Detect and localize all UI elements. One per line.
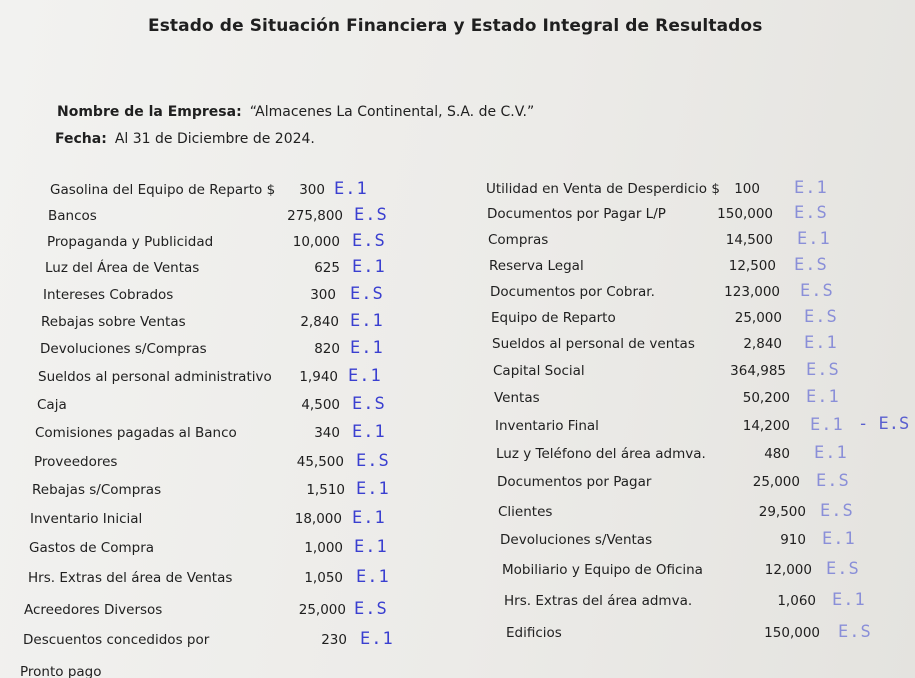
account-amount: 14,500 — [725, 232, 773, 248]
account-label: Documentos por Pagar L/P — [487, 206, 666, 222]
account-amount: 300 — [299, 182, 325, 198]
classification-mark: E.S — [838, 622, 872, 642]
account-label: Hrs. Extras del área de Ventas — [28, 570, 233, 586]
account-amount: 10,000 — [292, 234, 340, 250]
account-amount: 230 — [321, 632, 347, 648]
account-amount: 340 — [314, 425, 340, 441]
account-label: Clientes — [498, 504, 553, 520]
classification-mark: E.1 — [806, 387, 840, 407]
classification-mark: E.1 — [360, 629, 394, 649]
account-amount: 25,000 — [298, 602, 346, 618]
account-amount: 275,800 — [287, 208, 343, 224]
company-line — [57, 104, 534, 120]
account-label: Propaganda y Publicidad — [47, 234, 214, 250]
account-amount: 1,050 — [304, 570, 343, 586]
account-amount: 820 — [314, 341, 340, 357]
date-value: Al 31 de Diciembre de 2024. — [114, 131, 315, 147]
account-amount: 300 — [310, 287, 336, 303]
classification-mark: E.S — [356, 451, 390, 471]
classification-mark: E.S — [800, 281, 834, 301]
classification-mark: E.1 — [348, 366, 382, 386]
classification-mark: E.1 — [354, 537, 388, 557]
company-label: Nombre de la Empresa: — [57, 104, 242, 120]
account-label: Inventario Final — [495, 418, 599, 434]
account-amount: 100 — [734, 181, 760, 197]
account-label: Ventas — [494, 390, 540, 406]
date-line — [55, 131, 315, 147]
account-label: Equipo de Reparto — [491, 310, 616, 326]
account-amount: 123,000 — [724, 284, 780, 300]
classification-mark: E.1 — [797, 229, 831, 249]
classification-mark: E.S — [806, 360, 840, 380]
account-label: Bancos — [48, 208, 97, 224]
classification-mark: E.1 — [832, 590, 866, 610]
account-amount: 364,985 — [730, 363, 786, 379]
account-label: Mobiliario y Equipo de Oficina — [502, 562, 703, 578]
account-label: Luz y Teléfono del área admva. — [496, 446, 706, 462]
classification-mark: E.S — [826, 559, 860, 579]
account-label: Intereses Cobrados — [43, 287, 174, 303]
account-amount: 14,200 — [742, 418, 790, 434]
classification-mark: E.S — [794, 255, 828, 275]
account-label: Caja — [37, 397, 67, 413]
classification-mark: E.S — [352, 394, 386, 414]
account-amount: 2,840 — [300, 314, 339, 330]
classification-mark: E.1 — [352, 422, 386, 442]
account-amount: 1,060 — [777, 593, 816, 609]
account-amount: 25,000 — [752, 474, 800, 490]
account-amount: 12,500 — [728, 258, 776, 274]
account-amount: 4,500 — [301, 397, 340, 413]
account-amount: 150,000 — [717, 206, 773, 222]
account-amount: 1,000 — [304, 540, 343, 556]
classification-mark: E.S — [354, 599, 388, 619]
classification-mark: E.1 — [356, 567, 390, 587]
account-label: Pronto pago — [20, 664, 102, 678]
account-label: Descuentos concedidos por — [23, 632, 210, 648]
account-amount: 480 — [764, 446, 790, 462]
account-label: Gasolina del Equipo de Reparto $ — [50, 182, 276, 198]
account-label: Sueldos al personal de ventas — [492, 336, 695, 352]
account-amount: 45,500 — [296, 454, 344, 470]
classification-mark: E.1 — [352, 508, 386, 528]
account-amount: 29,500 — [758, 504, 806, 520]
document-title: Estado de Situación Financiera y Estado Integral de Resultados — [148, 16, 763, 36]
account-label: Reserva Legal — [489, 258, 584, 274]
classification-mark: E.S — [352, 231, 386, 251]
classification-mark: E.S — [820, 501, 854, 521]
inventory-extra-mark: - E.S — [858, 414, 910, 434]
account-amount: 1,940 — [299, 369, 338, 385]
classification-mark: E.1 — [794, 178, 828, 198]
account-amount: 625 — [314, 260, 340, 276]
classification-mark: E.1 — [356, 479, 390, 499]
account-label: Sueldos al personal administrativo — [38, 369, 272, 385]
account-label: Documentos por Cobrar. — [490, 284, 655, 300]
classification-mark: E.1 — [814, 443, 848, 463]
classification-mark: E.1 — [804, 333, 838, 353]
classification-mark: E.S — [354, 205, 388, 225]
classification-mark: E.S — [804, 307, 838, 327]
account-amount: 25,000 — [734, 310, 782, 326]
date-label: Fecha: — [55, 131, 107, 147]
account-label: Utilidad en Venta de Desperdicio $ — [486, 181, 720, 197]
account-label: Luz del Área de Ventas — [45, 260, 200, 276]
account-label: Inventario Inicial — [30, 511, 143, 527]
classification-mark: E.1 — [350, 311, 384, 331]
account-label: Rebajas sobre Ventas — [41, 314, 186, 330]
classification-mark: E.S — [350, 284, 384, 304]
account-amount: 2,840 — [743, 336, 782, 352]
account-label: Acreedores Diversos — [24, 602, 163, 618]
account-amount: 18,000 — [294, 511, 342, 527]
classification-mark: E.1 — [810, 415, 844, 435]
account-label: Documentos por Pagar — [497, 474, 652, 490]
account-label: Edificios — [506, 625, 562, 641]
classification-mark: E.1 — [822, 529, 856, 549]
account-amount: 50,200 — [742, 390, 790, 406]
classification-mark: E.S — [816, 471, 850, 491]
classification-mark: E.S — [794, 203, 828, 223]
classification-mark: E.1 — [334, 179, 368, 199]
account-label: Capital Social — [493, 363, 585, 379]
account-amount: 1,510 — [306, 482, 345, 498]
account-label: Comisiones pagadas al Banco — [35, 425, 237, 441]
account-amount: 910 — [780, 532, 806, 548]
account-amount: 12,000 — [764, 562, 812, 578]
classification-mark: E.1 — [352, 257, 386, 277]
account-label: Gastos de Compra — [29, 540, 155, 556]
account-label: Devoluciones s/Ventas — [500, 532, 653, 548]
account-amount: 150,000 — [764, 625, 820, 641]
classification-mark: E.1 — [350, 338, 384, 358]
account-label: Hrs. Extras del área admva. — [504, 593, 693, 609]
account-label: Rebajas s/Compras — [32, 482, 162, 498]
company-value: “Almacenes La Continental, S.A. de C.V.” — [249, 104, 535, 120]
account-label: Proveedores — [34, 454, 118, 470]
account-label: Compras — [488, 232, 549, 248]
account-label: Devoluciones s/Compras — [40, 341, 207, 357]
